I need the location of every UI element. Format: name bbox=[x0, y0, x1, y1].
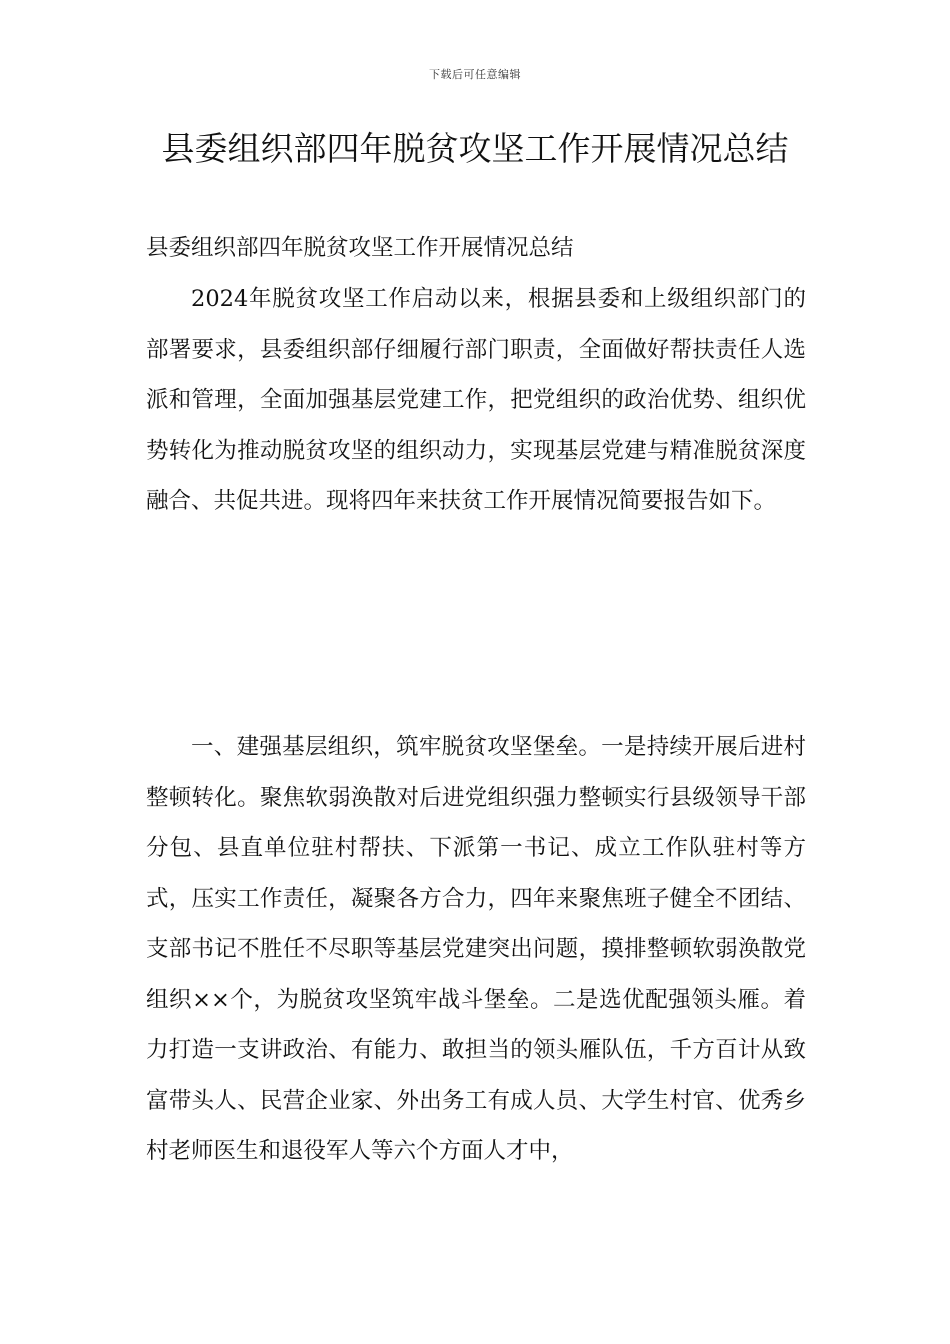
document-title: 县委组织部四年脱贫攻坚工作开展情况总结 bbox=[161, 129, 789, 168]
header-note: 下载后可任意编辑 bbox=[429, 68, 521, 81]
body-paragraph-intro: 2024年脱贫攻坚工作启动以来，根据县委和上级组织部门的部署要求，县委组织部仔细履行部门职责，全面做好帮扶责任人选派和管理，全面加强基层党建工作，把党组织的政治优势、组织优势转化为推动脱贫攻坚的组织动力，实现基层党建与精准脱贫深度融合、共促共进。现将四年来扶贫工作开展情况简要报告如下。 bbox=[146, 286, 806, 514]
body-paragraph-section-one: 一、建强基层组织，筑牢脱贫攻坚堡垒。一是持续开展后进村整顿转化。聚焦软弱涣散对后进党组织强力整顿实行县级领导干部分包、县直单位驻村帮扶、下派第一书记、成立工作队驻村等方式，压实工作责任，凝聚各方合力，四年来聚焦班子健全不团结、支部书记不胜任不尽职等基层党建突出问题，摸排整顿软弱涣散党组织××个，为脱贫攻坚筑牢战斗堡垒。二是选优配强领头雁。着力打造一支讲政治、有能力、敢担当的领头雁队伍，千方百计从致富带头人、民营企业家、外出务工有成人员、大学生村官、优秀乡村老师医生和退役军人等六个方面人才中， bbox=[146, 734, 806, 1164]
document-subtitle: 县委组织部四年脱贫攻坚工作开展情况总结 bbox=[146, 235, 574, 261]
